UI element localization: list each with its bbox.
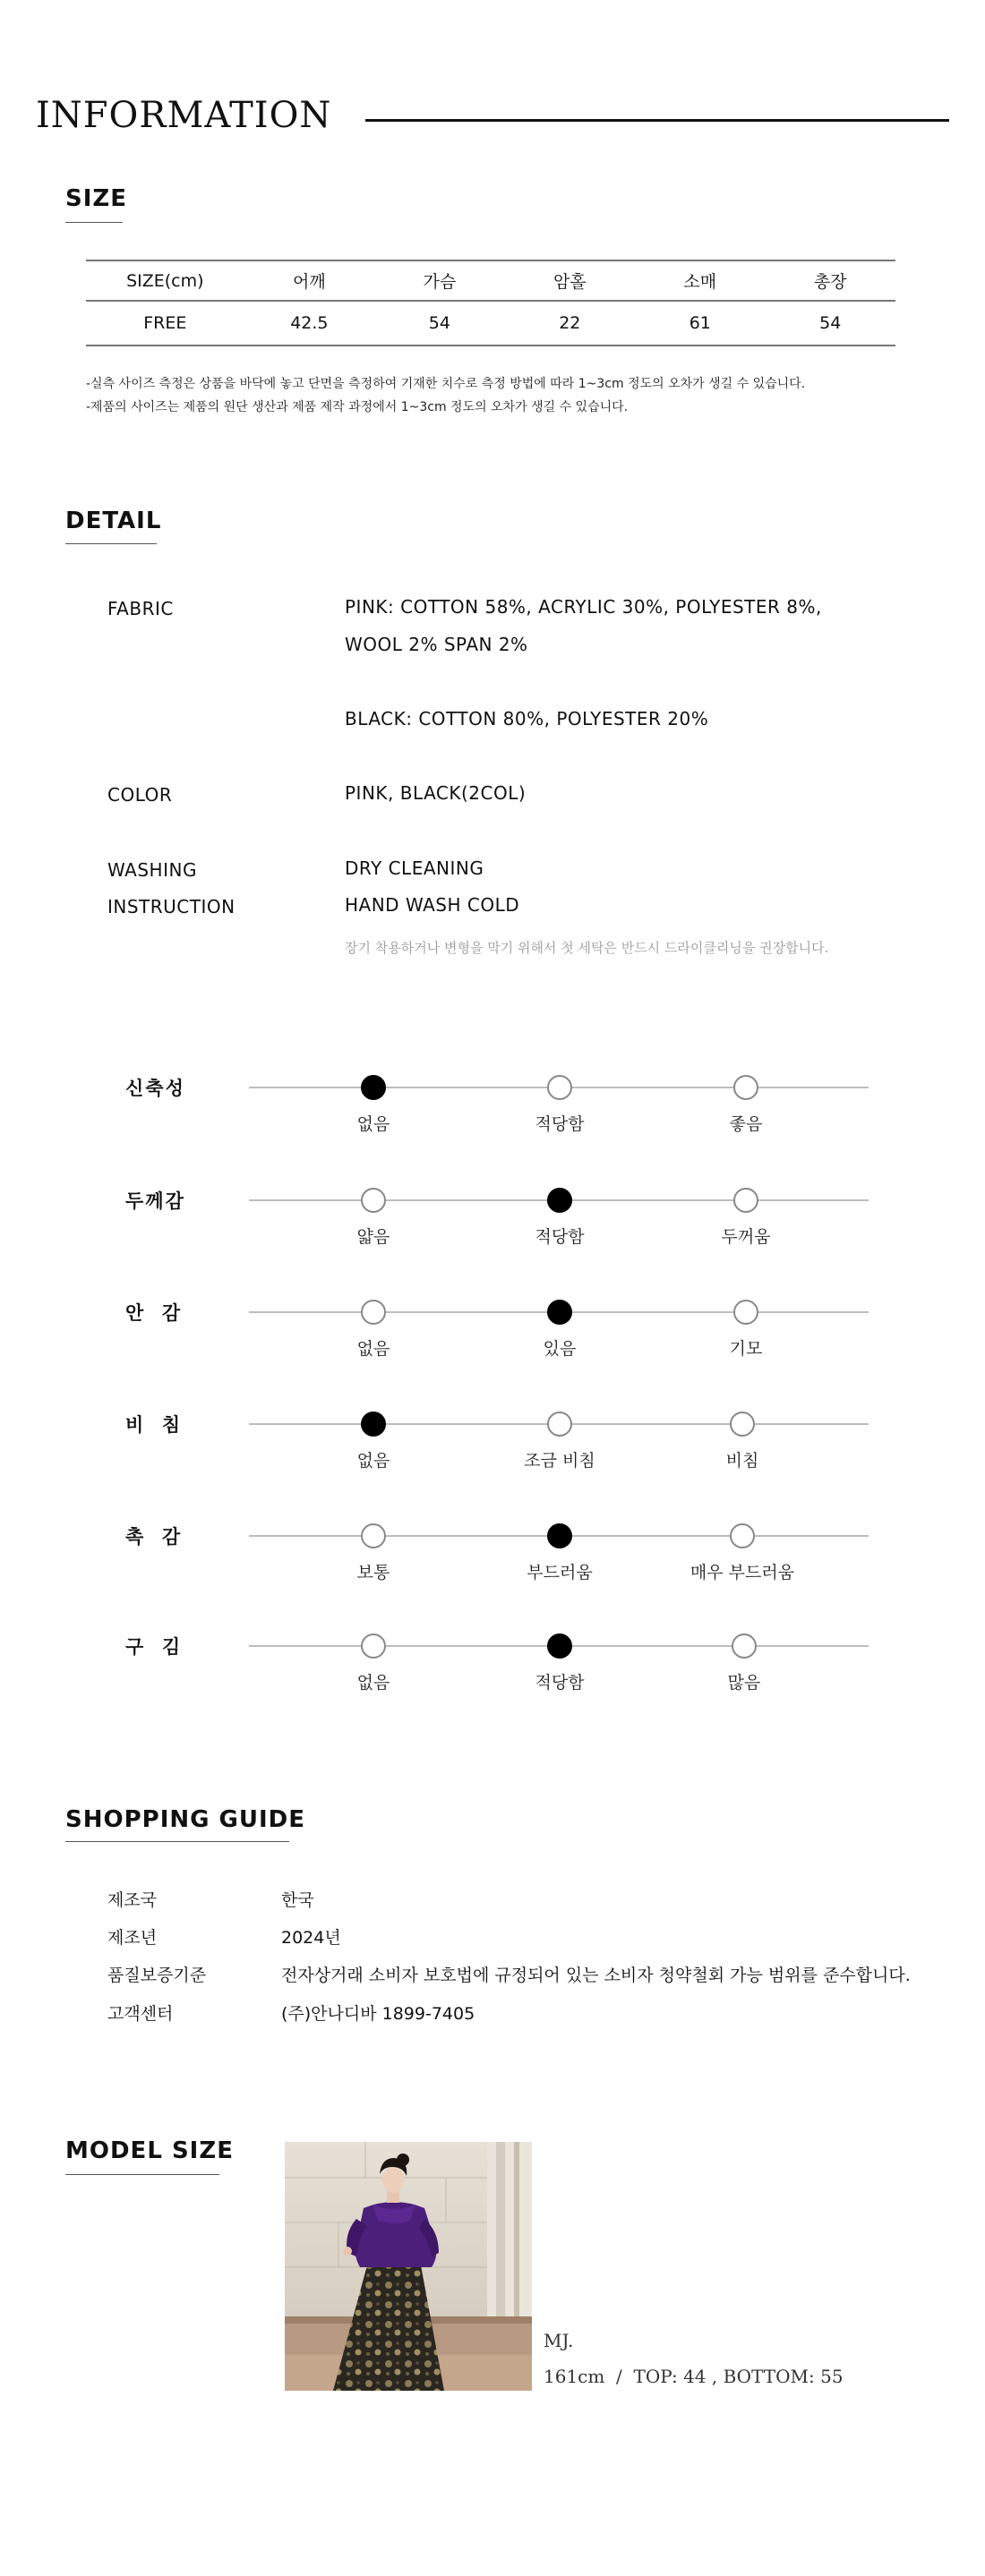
size-col-header: 가슴: [423, 272, 457, 292]
size-table: [86, 261, 895, 346]
scale-option-label: 기모: [729, 1339, 763, 1359]
detail-section-title: DETAIL: [65, 508, 162, 534]
shopping-guide-title: SHOPPING GUIDE: [65, 1806, 305, 1833]
model-size-title: MODEL SIZE: [65, 2137, 234, 2164]
scale-option-dot: [547, 1633, 572, 1659]
scale-option-dot: [547, 1188, 572, 1213]
scale-option-dot: [547, 1300, 572, 1325]
model-photo: [285, 2142, 532, 2391]
size-section-title: SIZE: [65, 185, 128, 212]
size-cell: FREE: [143, 313, 187, 333]
size-col-header: 암홀: [552, 272, 587, 292]
size-cell: 61: [689, 313, 711, 333]
scale-option-label: 적당함: [535, 1673, 585, 1693]
size-title-underline: [65, 222, 123, 223]
size-col-header: SIZE(cm): [126, 270, 204, 291]
guide-label: 제조년: [107, 1928, 158, 1948]
fabric-value-line: BLACK: COTTON 80%, POLYESTER 20%: [345, 708, 709, 729]
scale-option-label: 없음: [356, 1451, 390, 1471]
scale-option-dot: [361, 1188, 386, 1213]
model-name: MJ.: [544, 2330, 574, 2351]
scale-option-dot: [547, 1523, 572, 1548]
scale-option-label: 두꺼움: [721, 1227, 771, 1247]
scale-label: 두께감: [125, 1190, 185, 1212]
guide-label: 품질보증기준: [107, 1966, 207, 1985]
scale-option-label: 매우 부드러움: [690, 1563, 795, 1582]
washing-value: HAND WASH COLD: [345, 894, 520, 916]
scale-option-dot: [361, 1633, 386, 1659]
size-note: -실측 사이즈 측정은 상품을 바닥에 놓고 단면을 측정하여 기재한 치수로 측정 방법에 따라 1~3cm 정도의 오차가 생길 수 있습니다.: [86, 377, 806, 391]
scale-label: 신축성: [125, 1078, 185, 1099]
washing-label: INSTRUCTION: [107, 896, 236, 917]
guide-label: 제조국: [107, 1890, 158, 1910]
table-row: [86, 301, 895, 345]
fabric-value-line: PINK: COTTON 58%, ACRYLIC 30%, POLYESTER 8%,: [345, 596, 822, 618]
fabric-value-line: WOOL 2% SPAN 2%: [345, 634, 528, 655]
scale-option-label: 많음: [727, 1673, 761, 1693]
scale-row: [0, 1391, 985, 1471]
scale-option-label: 보통: [356, 1563, 390, 1582]
scale-option-dot: [733, 1075, 758, 1100]
color-value: PINK, BLACK(2COL): [345, 782, 527, 804]
detail-title-underline: [65, 543, 157, 544]
scale-option-dot: [361, 1523, 386, 1548]
scale-option-label: 부드러움: [527, 1563, 593, 1582]
model-title-underline: [65, 2174, 219, 2175]
scale-option-label: 얇음: [356, 1227, 390, 1247]
scale-option-dot: [547, 1075, 572, 1100]
scale-option-label: 있음: [543, 1339, 577, 1359]
size-note: -제품의 사이즈는 제품의 원단 생산과 제품 제작 과정에서 1~3cm 정도의 오차가 생길 수 있습니다.: [86, 400, 629, 414]
scale-option-label: 조금 비침: [524, 1451, 595, 1471]
scale-option-dot: [730, 1523, 755, 1548]
size-cell: 54: [819, 313, 842, 333]
scale-option-dot: [732, 1633, 757, 1659]
size-cell: 22: [559, 313, 581, 333]
guide-label: 고객센터: [107, 2004, 174, 2024]
guide-value: (주)안나디바 1899-7405: [281, 2004, 475, 2024]
size-table-header-row: [86, 261, 895, 301]
scale-option-label: 없음: [356, 1339, 390, 1359]
guide-value: 전자상거래 소비자 보호법에 규정되어 있는 소비자 청약철회 가능 범위를 준수합니다.: [281, 1966, 911, 1985]
model-spec: 161cm / TOP: 44 , BOTTOM: 55: [544, 2366, 844, 2387]
scale-option-label: 비침: [725, 1451, 759, 1471]
scale-option-dot: [361, 1300, 386, 1325]
scale-row: [0, 1167, 985, 1248]
washing-value: DRY CLEANING: [345, 857, 484, 879]
fabric-label: FABRIC: [107, 598, 174, 619]
scale-option-label: 없음: [356, 1114, 390, 1134]
scale-option-dot: [547, 1412, 572, 1437]
scale-option-dot: [733, 1188, 758, 1213]
scale-option-dot: [361, 1075, 386, 1100]
scale-option-label: 적당함: [535, 1227, 585, 1247]
washing-label: WASHING: [107, 859, 197, 881]
page-title: INFORMATION: [36, 95, 332, 136]
scale-label: 구 김: [125, 1636, 183, 1658]
size-col-header: 총장: [813, 272, 847, 292]
color-label: COLOR: [107, 784, 173, 806]
scale-option-dot: [361, 1412, 386, 1437]
size-cell: 54: [428, 313, 450, 333]
scale-label: 촉 감: [125, 1526, 183, 1548]
guide-value: 2024년: [281, 1928, 341, 1948]
scale-option-dot: [733, 1300, 758, 1325]
size-cell: 42.5: [290, 313, 329, 333]
scale-option-label: 좋음: [729, 1114, 763, 1134]
header-rule: [365, 119, 949, 122]
scale-row: [0, 1279, 985, 1360]
scale-row: [0, 1613, 985, 1693]
size-col-header: 소매: [683, 272, 717, 292]
scale-option-dot: [730, 1412, 755, 1437]
scale-option-label: 없음: [356, 1673, 390, 1693]
guide-title-underline: [65, 1841, 289, 1842]
scale-row: [0, 1054, 985, 1135]
guide-value: 한국: [281, 1890, 314, 1910]
washing-note: 장기 착용하거나 변형을 막기 위해서 첫 세탁은 반드시 드라이클리닝을 권장합니다.: [345, 940, 829, 956]
scale-option-label: 적당함: [535, 1114, 585, 1134]
scale-row: [0, 1503, 985, 1583]
scale-label: 비 침: [125, 1414, 183, 1436]
scale-label: 안 감: [125, 1302, 183, 1324]
size-col-header: 어깨: [293, 272, 326, 292]
